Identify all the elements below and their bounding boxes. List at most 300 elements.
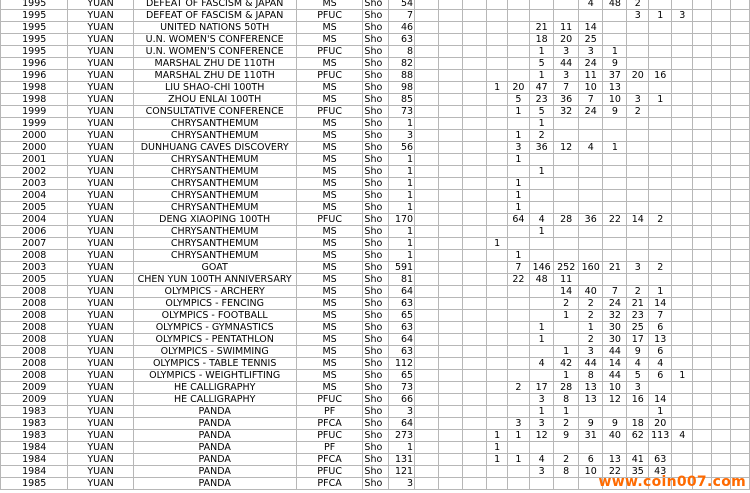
denomination-cell[interactable]: YUAN <box>68 430 133 442</box>
denomination-cell[interactable]: YUAN <box>68 370 133 382</box>
grade-count-cell[interactable] <box>649 58 672 70</box>
issue-name-cell[interactable]: OLYMPICS - FENCING <box>133 298 296 310</box>
grader-cell[interactable]: Sho <box>363 58 388 70</box>
grade-count-cell[interactable]: 24 <box>578 58 603 70</box>
grade-count-cell[interactable] <box>439 370 463 382</box>
grade-count-cell[interactable]: 10 <box>578 82 603 94</box>
grade-count-cell[interactable]: 25 <box>578 34 603 46</box>
total-cell[interactable]: 8 <box>388 46 414 58</box>
denomination-cell[interactable]: YUAN <box>68 310 133 322</box>
grade-count-cell[interactable] <box>578 238 603 250</box>
type-cell[interactable]: MS <box>296 370 363 382</box>
grade-count-cell[interactable] <box>463 70 487 82</box>
grade-count-cell[interactable] <box>693 154 712 166</box>
total-cell[interactable]: 88 <box>388 70 414 82</box>
grade-count-cell[interactable] <box>487 142 507 154</box>
grade-count-cell[interactable] <box>731 238 750 250</box>
denomination-cell[interactable]: YUAN <box>68 454 133 466</box>
grade-count-cell[interactable] <box>554 190 579 202</box>
grade-count-cell[interactable] <box>731 298 750 310</box>
grade-count-cell[interactable] <box>463 430 487 442</box>
year-cell[interactable]: 1983 <box>1 430 68 442</box>
grade-count-cell[interactable]: 2 <box>578 334 603 346</box>
grade-count-cell[interactable]: 7 <box>603 286 627 298</box>
grade-count-cell[interactable]: 22 <box>507 274 529 286</box>
grade-count-cell[interactable]: 5 <box>529 58 554 70</box>
grade-count-cell[interactable]: 1 <box>529 46 554 58</box>
grade-count-cell[interactable] <box>463 178 487 190</box>
grade-count-cell[interactable] <box>649 226 672 238</box>
grader-cell[interactable]: Sho <box>363 382 388 394</box>
grade-count-cell[interactable] <box>731 154 750 166</box>
grade-count-cell[interactable] <box>439 94 463 106</box>
grade-count-cell[interactable] <box>439 142 463 154</box>
grade-count-cell[interactable] <box>463 82 487 94</box>
issue-name-cell[interactable]: MARSHAL ZHU DE 110TH <box>133 58 296 70</box>
grade-count-cell[interactable] <box>507 370 529 382</box>
grade-count-cell[interactable] <box>439 190 463 202</box>
grade-count-cell[interactable] <box>731 142 750 154</box>
grade-count-cell[interactable]: 1 <box>507 190 529 202</box>
grade-count-cell[interactable] <box>649 142 672 154</box>
grade-count-cell[interactable]: 1 <box>507 130 529 142</box>
grade-count-cell[interactable]: 23 <box>529 94 554 106</box>
grade-count-cell[interactable] <box>672 166 693 178</box>
grade-count-cell[interactable] <box>463 358 487 370</box>
year-cell[interactable]: 1996 <box>1 58 68 70</box>
grade-count-cell[interactable]: 4 <box>578 142 603 154</box>
grade-count-cell[interactable]: 7 <box>649 310 672 322</box>
grade-count-cell[interactable]: 14 <box>578 22 603 34</box>
grade-count-cell[interactable] <box>731 442 750 454</box>
grade-count-cell[interactable] <box>415 10 439 22</box>
grade-count-cell[interactable] <box>529 298 554 310</box>
grade-count-cell[interactable] <box>463 94 487 106</box>
grade-count-cell[interactable]: 16 <box>627 394 649 406</box>
grade-count-cell[interactable] <box>529 478 554 490</box>
grade-count-cell[interactable] <box>487 370 507 382</box>
type-cell[interactable]: MS <box>296 142 363 154</box>
year-cell[interactable]: 2003 <box>1 178 68 190</box>
grade-count-cell[interactable] <box>415 430 439 442</box>
grade-count-cell[interactable] <box>507 226 529 238</box>
grade-count-cell[interactable] <box>463 334 487 346</box>
grade-count-cell[interactable]: 9 <box>603 58 627 70</box>
grade-count-cell[interactable] <box>507 34 529 46</box>
grade-count-cell[interactable] <box>693 130 712 142</box>
grade-count-cell[interactable] <box>554 478 579 490</box>
grade-count-cell[interactable]: 1 <box>554 346 579 358</box>
grade-count-cell[interactable]: 1 <box>507 106 529 118</box>
year-cell[interactable]: 1995 <box>1 46 68 58</box>
grade-count-cell[interactable] <box>529 0 554 10</box>
grade-count-cell[interactable] <box>415 334 439 346</box>
grade-count-cell[interactable] <box>554 118 579 130</box>
type-cell[interactable]: MS <box>296 262 363 274</box>
grade-count-cell[interactable] <box>415 130 439 142</box>
grade-count-cell[interactable]: 2 <box>578 298 603 310</box>
grade-count-cell[interactable] <box>487 310 507 322</box>
grade-count-cell[interactable] <box>627 238 649 250</box>
issue-name-cell[interactable]: CHRYSANTHEMUM <box>133 118 296 130</box>
grade-count-cell[interactable] <box>415 46 439 58</box>
grade-count-cell[interactable]: 36 <box>554 94 579 106</box>
grade-count-cell[interactable] <box>693 46 712 58</box>
issue-name-cell[interactable]: PANDA <box>133 454 296 466</box>
issue-name-cell[interactable]: CHRYSANTHEMUM <box>133 226 296 238</box>
grade-count-cell[interactable]: 1 <box>603 142 627 154</box>
grade-count-cell[interactable] <box>487 118 507 130</box>
grade-count-cell[interactable]: 28 <box>554 214 579 226</box>
total-cell[interactable]: 63 <box>388 322 414 334</box>
grade-count-cell[interactable] <box>693 22 712 34</box>
type-cell[interactable]: MS <box>296 334 363 346</box>
grade-count-cell[interactable]: 44 <box>554 58 579 70</box>
total-cell[interactable]: 1 <box>388 442 414 454</box>
grade-count-cell[interactable] <box>712 214 731 226</box>
grade-count-cell[interactable]: 21 <box>529 22 554 34</box>
grade-count-cell[interactable] <box>649 82 672 94</box>
grade-count-cell[interactable]: 3 <box>529 394 554 406</box>
grade-count-cell[interactable] <box>712 298 731 310</box>
grade-count-cell[interactable] <box>578 406 603 418</box>
grade-count-cell[interactable] <box>693 346 712 358</box>
issue-name-cell[interactable]: OLYMPICS - SWIMMING <box>133 346 296 358</box>
grade-count-cell[interactable]: 2 <box>649 214 672 226</box>
year-cell[interactable]: 1999 <box>1 106 68 118</box>
grade-count-cell[interactable]: 2 <box>554 418 579 430</box>
denomination-cell[interactable]: YUAN <box>68 286 133 298</box>
grade-count-cell[interactable] <box>439 106 463 118</box>
grade-count-cell[interactable]: 17 <box>529 382 554 394</box>
issue-name-cell[interactable]: PANDA <box>133 466 296 478</box>
grade-count-cell[interactable] <box>415 58 439 70</box>
denomination-cell[interactable]: YUAN <box>68 298 133 310</box>
grade-count-cell[interactable] <box>712 130 731 142</box>
grade-count-cell[interactable]: 13 <box>649 334 672 346</box>
grade-count-cell[interactable] <box>712 178 731 190</box>
grade-count-cell[interactable]: 40 <box>603 430 627 442</box>
grade-count-cell[interactable] <box>693 430 712 442</box>
grade-count-cell[interactable]: 1 <box>529 166 554 178</box>
year-cell[interactable]: 1995 <box>1 34 68 46</box>
grade-count-cell[interactable] <box>693 142 712 154</box>
issue-name-cell[interactable]: U.N. WOMEN'S CONFERENCE <box>133 46 296 58</box>
grade-count-cell[interactable] <box>415 0 439 10</box>
grade-count-cell[interactable] <box>627 118 649 130</box>
grade-count-cell[interactable]: 2 <box>627 286 649 298</box>
grade-count-cell[interactable]: 1 <box>487 442 507 454</box>
grade-count-cell[interactable] <box>487 202 507 214</box>
grade-count-cell[interactable] <box>603 130 627 142</box>
denomination-cell[interactable]: YUAN <box>68 106 133 118</box>
grade-count-cell[interactable]: 1 <box>649 406 672 418</box>
grade-count-cell[interactable] <box>731 58 750 70</box>
type-cell[interactable]: MS <box>296 34 363 46</box>
total-cell[interactable]: 591 <box>388 262 414 274</box>
grade-count-cell[interactable] <box>672 226 693 238</box>
issue-name-cell[interactable]: OLYMPICS - GYMNASTICS <box>133 322 296 334</box>
grade-count-cell[interactable] <box>693 0 712 10</box>
grade-count-cell[interactable] <box>627 154 649 166</box>
grade-count-cell[interactable]: 18 <box>529 34 554 46</box>
grade-count-cell[interactable] <box>627 142 649 154</box>
grade-count-cell[interactable]: 4 <box>529 214 554 226</box>
grade-count-cell[interactable] <box>578 166 603 178</box>
grade-count-cell[interactable] <box>712 118 731 130</box>
grade-count-cell[interactable] <box>554 0 579 10</box>
grade-count-cell[interactable] <box>487 478 507 490</box>
grade-count-cell[interactable]: 3 <box>554 70 579 82</box>
grader-cell[interactable]: Sho <box>363 466 388 478</box>
grade-count-cell[interactable] <box>415 382 439 394</box>
grader-cell[interactable]: Sho <box>363 286 388 298</box>
grade-count-cell[interactable] <box>712 142 731 154</box>
grade-count-cell[interactable] <box>487 70 507 82</box>
total-cell[interactable]: 73 <box>388 106 414 118</box>
grade-count-cell[interactable] <box>731 118 750 130</box>
grade-count-cell[interactable] <box>439 58 463 70</box>
grade-count-cell[interactable] <box>649 190 672 202</box>
total-cell[interactable]: 65 <box>388 370 414 382</box>
denomination-cell[interactable]: YUAN <box>68 154 133 166</box>
grade-count-cell[interactable]: 28 <box>554 382 579 394</box>
grade-count-cell[interactable]: 3 <box>627 262 649 274</box>
grade-count-cell[interactable] <box>712 238 731 250</box>
grade-count-cell[interactable]: 14 <box>627 214 649 226</box>
grade-count-cell[interactable]: 30 <box>603 322 627 334</box>
grade-count-cell[interactable] <box>415 274 439 286</box>
grader-cell[interactable]: Sho <box>363 298 388 310</box>
issue-name-cell[interactable]: PANDA <box>133 478 296 490</box>
grade-count-cell[interactable] <box>463 118 487 130</box>
grade-count-cell[interactable] <box>487 214 507 226</box>
grade-count-cell[interactable] <box>649 166 672 178</box>
year-cell[interactable]: 2000 <box>1 130 68 142</box>
grade-count-cell[interactable] <box>712 406 731 418</box>
issue-name-cell[interactable]: CHRYSANTHEMUM <box>133 250 296 262</box>
grade-count-cell[interactable] <box>693 274 712 286</box>
grade-count-cell[interactable]: 9 <box>603 106 627 118</box>
type-cell[interactable]: MS <box>296 250 363 262</box>
grade-count-cell[interactable] <box>463 202 487 214</box>
grade-count-cell[interactable]: 6 <box>649 370 672 382</box>
type-cell[interactable]: PFUC <box>296 70 363 82</box>
grade-count-cell[interactable]: 9 <box>603 418 627 430</box>
grade-count-cell[interactable] <box>731 250 750 262</box>
year-cell[interactable]: 1995 <box>1 0 68 10</box>
issue-name-cell[interactable]: ZHOU ENLAI 100TH <box>133 94 296 106</box>
grader-cell[interactable]: Sho <box>363 190 388 202</box>
denomination-cell[interactable]: YUAN <box>68 118 133 130</box>
issue-name-cell[interactable]: OLYMPICS - WEIGHTLIFTING <box>133 370 296 382</box>
type-cell[interactable]: MS <box>296 58 363 70</box>
denomination-cell[interactable]: YUAN <box>68 250 133 262</box>
grade-count-cell[interactable] <box>693 202 712 214</box>
grade-count-cell[interactable]: 17 <box>627 334 649 346</box>
grade-count-cell[interactable] <box>693 262 712 274</box>
grade-count-cell[interactable] <box>627 34 649 46</box>
grade-count-cell[interactable]: 4 <box>649 358 672 370</box>
grade-count-cell[interactable]: 3 <box>627 10 649 22</box>
grader-cell[interactable]: Sho <box>363 70 388 82</box>
grade-count-cell[interactable] <box>463 46 487 58</box>
grade-count-cell[interactable] <box>415 202 439 214</box>
type-cell[interactable]: PFUC <box>296 214 363 226</box>
grade-count-cell[interactable] <box>627 58 649 70</box>
grade-count-cell[interactable] <box>649 154 672 166</box>
grade-count-cell[interactable] <box>487 466 507 478</box>
grade-count-cell[interactable]: 1 <box>487 82 507 94</box>
grade-count-cell[interactable]: 1 <box>507 154 529 166</box>
issue-name-cell[interactable]: PANDA <box>133 418 296 430</box>
grader-cell[interactable]: Sho <box>363 166 388 178</box>
grade-count-cell[interactable]: 30 <box>603 334 627 346</box>
grade-count-cell[interactable] <box>463 394 487 406</box>
grade-count-cell[interactable] <box>507 442 529 454</box>
grade-count-cell[interactable]: 146 <box>529 262 554 274</box>
grade-count-cell[interactable]: 1 <box>529 118 554 130</box>
year-cell[interactable]: 2002 <box>1 166 68 178</box>
grade-count-cell[interactable] <box>507 58 529 70</box>
type-cell[interactable]: MS <box>296 178 363 190</box>
grade-count-cell[interactable] <box>693 406 712 418</box>
grade-count-cell[interactable] <box>487 346 507 358</box>
year-cell[interactable]: 2000 <box>1 142 68 154</box>
grade-count-cell[interactable] <box>439 0 463 10</box>
grade-count-cell[interactable] <box>463 22 487 34</box>
denomination-cell[interactable]: YUAN <box>68 274 133 286</box>
denomination-cell[interactable]: YUAN <box>68 0 133 10</box>
type-cell[interactable]: MS <box>296 358 363 370</box>
grade-count-cell[interactable]: 11 <box>554 22 579 34</box>
grade-count-cell[interactable] <box>487 34 507 46</box>
grade-count-cell[interactable] <box>649 130 672 142</box>
type-cell[interactable]: MS <box>296 130 363 142</box>
denomination-cell[interactable]: YUAN <box>68 94 133 106</box>
grade-count-cell[interactable] <box>487 262 507 274</box>
issue-name-cell[interactable]: DEFEAT OF FASCISM & JAPAN <box>133 0 296 10</box>
grade-count-cell[interactable] <box>693 310 712 322</box>
grade-count-cell[interactable]: 3 <box>554 46 579 58</box>
grade-count-cell[interactable] <box>693 358 712 370</box>
grade-count-cell[interactable] <box>627 406 649 418</box>
grade-count-cell[interactable] <box>712 154 731 166</box>
grade-count-cell[interactable]: 4 <box>529 454 554 466</box>
denomination-cell[interactable]: YUAN <box>68 226 133 238</box>
grade-count-cell[interactable] <box>439 178 463 190</box>
type-cell[interactable]: PFCA <box>296 454 363 466</box>
denomination-cell[interactable]: YUAN <box>68 406 133 418</box>
grade-count-cell[interactable] <box>627 166 649 178</box>
grade-count-cell[interactable] <box>463 310 487 322</box>
type-cell[interactable]: PFUC <box>296 430 363 442</box>
grade-count-cell[interactable] <box>463 382 487 394</box>
denomination-cell[interactable]: YUAN <box>68 10 133 22</box>
grade-count-cell[interactable]: 14 <box>649 394 672 406</box>
grade-count-cell[interactable]: 1 <box>507 430 529 442</box>
year-cell[interactable]: 2007 <box>1 238 68 250</box>
grade-count-cell[interactable]: 2 <box>529 130 554 142</box>
grade-count-cell[interactable]: 3 <box>507 142 529 154</box>
denomination-cell[interactable]: YUAN <box>68 262 133 274</box>
grade-count-cell[interactable]: 1 <box>507 178 529 190</box>
total-cell[interactable]: 1 <box>388 154 414 166</box>
grade-count-cell[interactable] <box>603 250 627 262</box>
grade-count-cell[interactable] <box>415 142 439 154</box>
grade-count-cell[interactable]: 5 <box>529 106 554 118</box>
grade-count-cell[interactable] <box>439 394 463 406</box>
grade-count-cell[interactable] <box>649 46 672 58</box>
grade-count-cell[interactable] <box>693 166 712 178</box>
grade-count-cell[interactable] <box>529 370 554 382</box>
total-cell[interactable]: 64 <box>388 286 414 298</box>
issue-name-cell[interactable]: PANDA <box>133 442 296 454</box>
year-cell[interactable]: 1996 <box>1 70 68 82</box>
grade-count-cell[interactable] <box>672 262 693 274</box>
grade-count-cell[interactable]: 16 <box>649 70 672 82</box>
grade-count-cell[interactable] <box>731 334 750 346</box>
grade-count-cell[interactable] <box>603 202 627 214</box>
grade-count-cell[interactable]: 1 <box>578 322 603 334</box>
grade-count-cell[interactable] <box>712 0 731 10</box>
grade-count-cell[interactable]: 1 <box>649 286 672 298</box>
grade-count-cell[interactable] <box>672 202 693 214</box>
type-cell[interactable]: MS <box>296 0 363 10</box>
grade-count-cell[interactable] <box>712 166 731 178</box>
grader-cell[interactable]: Sho <box>363 478 388 490</box>
issue-name-cell[interactable]: GOAT <box>133 262 296 274</box>
total-cell[interactable]: 1 <box>388 166 414 178</box>
grade-count-cell[interactable]: 3 <box>529 466 554 478</box>
year-cell[interactable]: 2008 <box>1 358 68 370</box>
grade-count-cell[interactable]: 10 <box>603 94 627 106</box>
grade-count-cell[interactable]: 1 <box>672 370 693 382</box>
grade-count-cell[interactable] <box>693 94 712 106</box>
grade-count-cell[interactable] <box>693 190 712 202</box>
grade-count-cell[interactable] <box>554 130 579 142</box>
year-cell[interactable]: 2008 <box>1 322 68 334</box>
year-cell[interactable]: 2008 <box>1 370 68 382</box>
grade-count-cell[interactable] <box>487 274 507 286</box>
grade-count-cell[interactable] <box>487 406 507 418</box>
grade-count-cell[interactable] <box>672 286 693 298</box>
type-cell[interactable]: PFUC <box>296 46 363 58</box>
grade-count-cell[interactable] <box>487 10 507 22</box>
grade-count-cell[interactable]: 36 <box>578 214 603 226</box>
grade-count-cell[interactable] <box>415 22 439 34</box>
grade-count-cell[interactable]: 2 <box>627 106 649 118</box>
issue-name-cell[interactable]: PANDA <box>133 430 296 442</box>
grade-count-cell[interactable] <box>649 442 672 454</box>
issue-name-cell[interactable]: CHEN YUN 100TH ANNIVERSARY <box>133 274 296 286</box>
grade-count-cell[interactable] <box>415 94 439 106</box>
grade-count-cell[interactable] <box>487 286 507 298</box>
grade-count-cell[interactable] <box>487 46 507 58</box>
grade-count-cell[interactable] <box>529 238 554 250</box>
grade-count-cell[interactable] <box>439 130 463 142</box>
year-cell[interactable]: 1983 <box>1 418 68 430</box>
grade-count-cell[interactable] <box>731 0 750 10</box>
grade-count-cell[interactable]: 9 <box>578 418 603 430</box>
grade-count-cell[interactable]: 4 <box>578 0 603 10</box>
total-cell[interactable]: 3 <box>388 406 414 418</box>
grade-count-cell[interactable] <box>731 190 750 202</box>
grade-count-cell[interactable] <box>415 106 439 118</box>
grade-count-cell[interactable] <box>672 394 693 406</box>
grade-count-cell[interactable]: 2 <box>554 298 579 310</box>
grade-count-cell[interactable]: 12 <box>529 430 554 442</box>
